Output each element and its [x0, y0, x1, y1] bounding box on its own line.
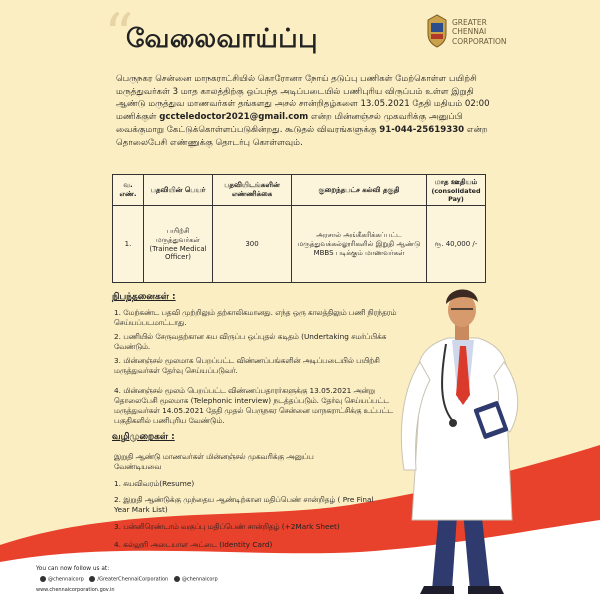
- gcc-logo-text: GREATER CHENNAI CORPORATION: [452, 18, 507, 46]
- website-link[interactable]: www.chennaicorporation.gov.in: [36, 587, 115, 593]
- intro-paragraph: பெருநகர சென்னை மாநகராட்சியில் கொரோனா நோய் தடுப்பு பணிகள் மேற்கொள்ள பயிற்சி மருத்துவர்கள் 3 மாத காலத்திற்கு ஒப்பந்த அடிப்படையில் பணிபுரிய விருப்பம் உள்ள இறுதி ஆண்டு மருத்துவ மாணவர்கள் தங்களது அசல் சான்றிதழ்களை 13.05.2021 தேதி மதியம் 02:00 மணிக்குள் gccteledoctor2021@gmail.com என்ற மின்னஞ்சல் முகவரிக்கு அனுப்பி வைக்குமாறு கேட்டுக்கொள்ளப்படுகின்றது. கூடுதல் விவரங்களுக்கு 91-044-25619330 என்ற தொலைபேசி எண்ணுக்கு தொடர்பு கொள்ளவும்.: [116, 74, 490, 148]
- instagram-icon: [174, 576, 180, 582]
- social-links: [36, 576, 218, 583]
- cell-sno: 1.: [113, 206, 144, 283]
- table-header-row: [113, 175, 486, 206]
- twitter-handle[interactable]: @chennaicorp: [48, 576, 84, 583]
- facebook-icon: [89, 576, 95, 582]
- doctor-left-shoe: [420, 586, 454, 594]
- doctor-stethoscope-bell: [449, 419, 457, 427]
- gcc-seal-icon: [426, 14, 448, 48]
- conditions-heading: நிபந்தனைகள் :: [112, 292, 176, 302]
- col-header-qualification: குறைந்தபட்ச கல்வி தகுதி: [292, 175, 427, 206]
- contact-phone[interactable]: 91-044-25619330: [379, 124, 465, 135]
- condition-item-2: 2. பணியில் சேருவதற்கான சுய விருப்ப ஒப்புதல் கடிதம் (Undertaking சமர்ப்பிக்க வேண்டும்.: [114, 332, 387, 352]
- col-header-pay: மாத ஊதியம் (consolidated Pay): [427, 175, 486, 206]
- col-header-post: பதவியின் பெயர்: [144, 175, 213, 206]
- condition-item-3: 3. மின்னஞ்சல் மூலமாக பெறப்பட்ட விண்ணப்பங்களின் அடிப்படையில் பயிற்சி மருத்துவர்கள் தேர்வு செய்யப்படுவர்.: [114, 356, 380, 376]
- guideline-item-2: 2. இறுதி ஆண்டுக்கு முந்தைய ஆண்டிற்கான மதிப்பெண் சான்றிதழ் ( Pre Final Year Mark List): [114, 495, 374, 515]
- col-header-count: பதவியிடங்களின் எண்ணிக்கை: [213, 175, 292, 206]
- condition-item-1: 1. மேற்கண்ட பதவி முற்றிலும் தற்காலிகமானது. எந்த ஒரு காலத்திலும் பணி நிரந்தரம் செய்யப்படமாட்டாது.: [114, 308, 397, 328]
- guideline-item-4: 4. கல்லூரி அடையாள அட்டை (Identity Card): [114, 540, 273, 549]
- cell-pay: ரூ. 40,000 /-: [427, 206, 486, 283]
- facebook-handle[interactable]: /GreaterChennaiCorporation: [97, 576, 169, 583]
- cell-count: 300: [213, 206, 292, 283]
- guidelines-heading: வழிமுறைகள் :: [112, 432, 175, 442]
- page-title: வேலைவாய்ப்பு: [126, 24, 318, 54]
- vacancy-table: [112, 174, 486, 283]
- contact-email[interactable]: gccteledoctor2021@gmail.com: [159, 112, 309, 123]
- guideline-item-1: 1. சுயவிவரம்(Resume): [114, 479, 195, 488]
- doctor-right-shoe: [468, 586, 504, 594]
- decorative-quote-mark: “: [104, 1, 134, 69]
- col-header-sno: வ. எண்.: [113, 175, 144, 206]
- guideline-item-3: 3. பன்னிரெண்டாம் வகுப்பு மதிப்பெண் சான்றிதழ் (+2Mark Sheet): [114, 522, 340, 531]
- twitter-icon: [40, 576, 46, 582]
- gcc-logo: [426, 14, 566, 50]
- table-row: [113, 206, 486, 283]
- cell-post: பயிற்சி மருத்துவர்கள் (Trainee Medical Officer): [144, 206, 213, 283]
- condition-item-4: 4. மின்னஞ்சல் மூலம் பெறப்பட்ட விண்ணப்பதாரர்களுக்கு 13.05.2021 அன்று தொலைபேசி மூலமாக (Telephonic interview) நடத்தப்படும். தேர்வு செய்யப்பட்ட மருத்துவர்கள் 14.05.2021 தேதி முதல் பெருநகர சென்னை மாநகராட்சிக்கு உட்பட்ட பகுதிகளில் பணிபுரிய வேண்டும்.: [114, 386, 394, 426]
- guidelines-intro: இறுதி ஆண்டு மாணவர்கள் மின்னஞ்சல் முகவரிக்கு அனுப்ப வேண்டியவை: [114, 452, 314, 472]
- instagram-handle[interactable]: @chennaicorp: [181, 576, 218, 583]
- cell-qualification: அரசால் அங்கீகரிக்கப்பட்ட மருத்துவக்கல்லூரிகளில் இறுதி ஆண்டு MBBS படிக்கும் மாணவர்கள்: [292, 206, 427, 283]
- follow-us-label: You can now follow us at:: [36, 566, 110, 572]
